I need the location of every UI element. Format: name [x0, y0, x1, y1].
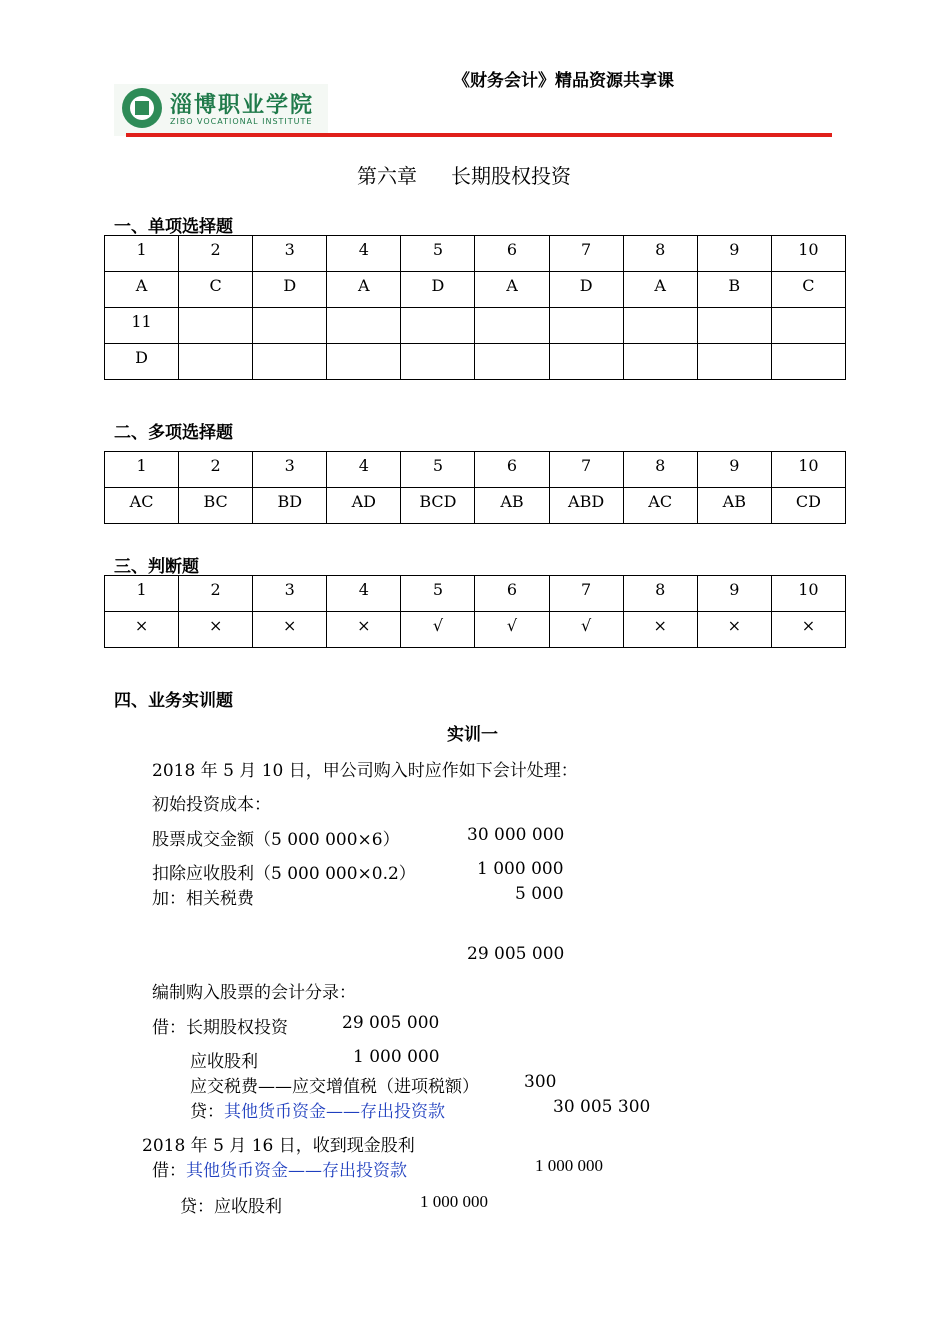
section-title-practice: 四、业务实训题	[114, 691, 233, 711]
table-cell	[327, 344, 401, 380]
table-cell: 10	[771, 236, 845, 272]
table-cell: BD	[253, 488, 327, 524]
table-cell: 9	[697, 452, 771, 488]
chapter-name: 长期股权投资	[451, 164, 571, 188]
entry-amount: 30 000 000	[467, 825, 565, 845]
true-false-answer-table	[104, 575, 846, 648]
header-divider	[126, 133, 832, 137]
chapter-title	[357, 160, 571, 189]
entry-line: 2018 年 5 月 16 日，收到现金股利	[142, 1136, 415, 1156]
institute-logo	[114, 84, 328, 136]
table-cell: 7	[549, 576, 623, 612]
entry-amount: 300	[524, 1072, 557, 1092]
table-cell	[697, 308, 771, 344]
table-cell: AB	[697, 488, 771, 524]
chapter-number: 第六章	[357, 164, 417, 188]
table-row	[105, 308, 846, 344]
table-cell: A	[475, 272, 549, 308]
table-cell: 9	[697, 236, 771, 272]
table-cell: √	[475, 612, 549, 648]
table-cell: 7	[549, 236, 623, 272]
table-cell: C	[179, 272, 253, 308]
table-cell: 5	[401, 576, 475, 612]
entry-amount: 1 000 000	[477, 859, 564, 879]
table-cell: ×	[179, 612, 253, 648]
multiple-choice-answer-table	[104, 451, 846, 524]
entry-amount: 5 000	[515, 884, 564, 904]
table-row	[105, 576, 846, 612]
entry-label	[190, 1097, 445, 1122]
table-cell	[327, 308, 401, 344]
table-cell: D	[253, 272, 327, 308]
practice-subtitle: 实训一	[447, 725, 498, 745]
table-cell: BCD	[401, 488, 475, 524]
table-cell	[179, 308, 253, 344]
table-cell: A	[327, 272, 401, 308]
logo-english-name: ZIBO VOCATIONAL INSTITUTE	[170, 117, 313, 126]
table-cell: 1	[105, 576, 179, 612]
table-cell: B	[697, 272, 771, 308]
table-cell: 3	[253, 576, 327, 612]
table-cell: ×	[327, 612, 401, 648]
logo-emblem-icon	[122, 88, 162, 128]
entry-label: 贷：应收股利	[180, 1197, 282, 1217]
table-cell: 6	[475, 576, 549, 612]
table-cell: 2	[179, 576, 253, 612]
table-cell: 6	[475, 236, 549, 272]
table-cell	[401, 308, 475, 344]
entry-line: 2018 年 5 月 10 日，甲公司购入时应作如下会计处理：	[152, 761, 578, 781]
table-cell: 2	[179, 452, 253, 488]
table-row	[105, 612, 846, 648]
table-cell	[179, 344, 253, 380]
table-cell: 4	[327, 452, 401, 488]
table-cell: A	[105, 272, 179, 308]
table-cell: 1	[105, 452, 179, 488]
table-cell: ×	[105, 612, 179, 648]
course-title: 《财务会计》精品资源共享课	[453, 71, 674, 91]
table-cell	[475, 308, 549, 344]
table-cell: √	[549, 612, 623, 648]
table-row	[105, 272, 846, 308]
table-cell: 2	[179, 236, 253, 272]
table-cell: 10	[771, 452, 845, 488]
table-cell: 5	[401, 452, 475, 488]
table-cell: D	[549, 272, 623, 308]
section-title-true-false: 三、判断题	[114, 557, 199, 577]
single-choice-answer-table	[104, 235, 846, 380]
table-cell	[771, 308, 845, 344]
entry-label: 加：相关税费	[152, 889, 254, 909]
table-cell	[697, 344, 771, 380]
entry-amount: 1 000 000	[353, 1047, 440, 1067]
entry-label	[152, 1156, 407, 1181]
table-cell: 4	[327, 576, 401, 612]
entry-amount: 30 005 300	[553, 1097, 651, 1117]
table-cell: 4	[327, 236, 401, 272]
table-cell: ×	[253, 612, 327, 648]
table-cell	[623, 308, 697, 344]
entry-amount: 29 005 000	[342, 1013, 440, 1033]
table-cell	[771, 344, 845, 380]
table-cell: 3	[253, 452, 327, 488]
table-cell: 7	[549, 452, 623, 488]
entry-line: 初始投资成本：	[152, 795, 271, 815]
table-cell: 3	[253, 236, 327, 272]
table-cell	[549, 308, 623, 344]
entry-amount: 1 000 000	[420, 1192, 488, 1211]
table-cell: 11	[105, 308, 179, 344]
entry-label: 应收股利	[190, 1052, 258, 1072]
table-cell: ABD	[549, 488, 623, 524]
table-cell: CD	[771, 488, 845, 524]
table-cell: √	[401, 612, 475, 648]
table-cell: AB	[475, 488, 549, 524]
table-cell: A	[623, 272, 697, 308]
table-cell: ×	[697, 612, 771, 648]
entry-prefix: 贷：	[190, 1102, 224, 1122]
table-cell: ×	[771, 612, 845, 648]
table-cell	[253, 308, 327, 344]
table-cell: 6	[475, 452, 549, 488]
table-cell	[253, 344, 327, 380]
section-title-single-choice: 一、单项选择题	[114, 217, 233, 237]
table-row	[105, 344, 846, 380]
table-cell	[401, 344, 475, 380]
table-cell: 10	[771, 576, 845, 612]
entry-line: 编制购入股票的会计分录：	[152, 983, 356, 1003]
table-cell	[623, 344, 697, 380]
entry-amount: 1 000 000	[535, 1156, 603, 1175]
table-cell: 5	[401, 236, 475, 272]
table-cell: C	[771, 272, 845, 308]
logo-chinese-name: 淄博职业学院	[170, 92, 315, 118]
table-cell: AD	[327, 488, 401, 524]
table-cell	[549, 344, 623, 380]
entry-account-link: 其他货币资金——存出投资款	[186, 1161, 407, 1181]
entry-prefix: 借：	[152, 1161, 186, 1181]
entry-label: 股票成交金额（5 000 000×6）	[152, 830, 400, 850]
section-title-multiple-choice: 二、多项选择题	[114, 423, 233, 443]
entry-label: 借：长期股权投资	[152, 1018, 288, 1038]
entry-label: 应交税费——应交增值税（进项税额）	[190, 1077, 479, 1097]
table-cell: 8	[623, 576, 697, 612]
table-cell: 8	[623, 236, 697, 272]
table-row	[105, 488, 846, 524]
table-cell: BC	[179, 488, 253, 524]
table-cell	[475, 344, 549, 380]
table-cell: 8	[623, 452, 697, 488]
entry-account-link: 其他货币资金——存出投资款	[224, 1102, 445, 1122]
table-row	[105, 236, 846, 272]
table-cell: ×	[623, 612, 697, 648]
table-cell: D	[401, 272, 475, 308]
table-cell: 1	[105, 236, 179, 272]
table-row	[105, 452, 846, 488]
table-cell: AC	[623, 488, 697, 524]
entry-total: 29 005 000	[467, 944, 565, 964]
table-cell: AC	[105, 488, 179, 524]
table-cell: D	[105, 344, 179, 380]
table-cell: 9	[697, 576, 771, 612]
entry-label: 扣除应收股利（5 000 000×0.2）	[152, 864, 416, 884]
